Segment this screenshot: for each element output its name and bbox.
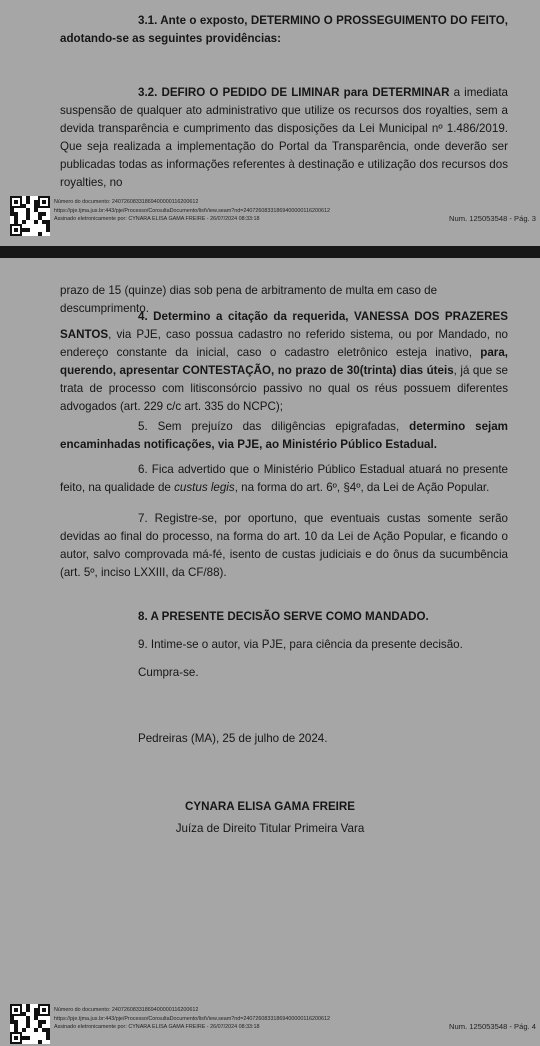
qr-module [26, 200, 30, 204]
qr-finder [10, 1004, 22, 1016]
document-number: Número do documento: 24072608331869400000116200612 [54, 199, 199, 205]
qr-finder [38, 1004, 50, 1016]
signer-name: CYNARA ELISA GAMA FREIRE [184, 800, 356, 813]
document-url[interactable]: https://pje.tjma.jus.br:443/pje/Processo/ConsultaDocumento/listView.seam?nd=24072608331869400000116200612 [54, 1015, 330, 1022]
footer-text [54, 1006, 330, 1032]
page-number: Num. 125053548 - Pág. 4 [449, 1022, 536, 1031]
qr-module [26, 1008, 30, 1012]
qr-finder [10, 196, 22, 208]
qr-code [10, 196, 50, 236]
paragraph-6: 6. Fica advertido que o Ministério Público Estadual atuará no presente feito, na qualidade de custus legis, na forma do art. 6º, §4º, da Lei de Ação Popular. [60, 463, 508, 494]
qr-module [38, 1040, 42, 1044]
qr-module [26, 216, 30, 220]
paragraph-5: 5. Sem prejuízo das diligências epigrafadas, determino sejam encaminhadas notificações, via PJE, ao Ministério Público Estadual. [60, 420, 508, 451]
signature-footer [0, 1002, 540, 1046]
document-url[interactable]: https://pje.tjma.jus.br:443/pje/Processo/ConsultaDocumento/listView.seam?nd=24072608331869400000116200612 [54, 207, 330, 214]
qr-module [46, 1036, 50, 1040]
qr-finder [10, 224, 22, 236]
qr-code [10, 1004, 50, 1044]
paragraph-4: 4. Determino a citação da requerida, VANESSA DOS PRAZERES SANTOS, via PJE, caso possua cadastro no referido sistema, ou por Mandado, no endereço constante da inicial, caso o cadastro eletrônico esteja inativo, para, querendo, apresentar CONTESTAÇÃO, no prazo de 30(trinta) dias úteis, já que se trata de processo com litisconsórcio passivo no qual os réus possuem diferentes advogados (art. 229 c/c art. 335 do NCPC); [60, 310, 508, 413]
qr-module [34, 220, 38, 224]
signature-line: Assinado eletronicamente por: CYNARA ELISA GAMA FREIRE - 26/07/2024 08:33:18 [54, 1024, 260, 1030]
paragraph-3-2: 3.2. DEFIRO O PEDIDO DE LIMINAR para DETERMINAR a imediata suspensão de qualquer ato administrativo que utilize os recursos dos royalties, sem a devida transparência e cumprimento das disposições da Lei Municipal nº 1.486/2019. Que seja realizada a implementação do Portal da Transparência, onde deverão ser publicadas todas as informações referentes à destinação e utilização dos recursos dos royalties, no [60, 86, 508, 189]
paragraph-3-1: 3.1. Ante o exposto, DETERMINO O PROSSEGUIMENTO DO FEITO, adotando-se as seguintes providências: [60, 14, 508, 45]
qr-module [38, 232, 42, 236]
document-number: Número do documento: 24072608331869400000116200612 [54, 1007, 199, 1013]
paragraph-9: 9. Intime-se o autor, via PJE, para ciência da presente decisão. [138, 638, 463, 651]
page-number: Num. 125053548 - Pág. 3 [449, 214, 536, 223]
paragraph-8: 8. A PRESENTE DECISÃO SERVE COMO MANDADO. [138, 610, 429, 623]
signer-title: Juíza de Direito Titular Primeira Vara [175, 822, 365, 835]
qr-module [42, 212, 46, 216]
qr-module [22, 220, 26, 224]
qr-module [42, 1020, 46, 1024]
qr-module [26, 1024, 30, 1028]
document-page-4 [0, 258, 540, 1046]
page-separator [0, 246, 540, 258]
document-page-3 [0, 0, 540, 246]
qr-module [46, 228, 50, 232]
qr-module [34, 1028, 38, 1032]
qr-module [22, 1028, 26, 1032]
qr-finder [38, 196, 50, 208]
qr-module [26, 1036, 30, 1040]
footer-text [54, 198, 330, 224]
paragraph-7: 7. Registre-se, por oportuno, que eventuais custas somente serão devidas ao final do processo, na forma do art. 10 da Lei de Ação Popular, e ficando o autor, salvo comprovada má-fé, isento de custas judiciais e do ônus da sucumbência (art. 5º, inciso LXXIII, da CF/88). [60, 512, 508, 579]
closing-cumpra: Cumpra-se. [138, 666, 199, 679]
qr-module [26, 228, 30, 232]
paragraph-prazo: prazo de 15 (quinze) dias sob pena de arbitramento de multa em caso de descumprimento. [60, 284, 438, 315]
signature-footer [0, 194, 540, 238]
place-and-date: Pedreiras (MA), 25 de julho de 2024. [138, 732, 328, 745]
signature-line: Assinado eletronicamente por: CYNARA ELISA GAMA FREIRE - 26/07/2024 08:33:18 [54, 216, 260, 222]
qr-finder [10, 1032, 22, 1044]
